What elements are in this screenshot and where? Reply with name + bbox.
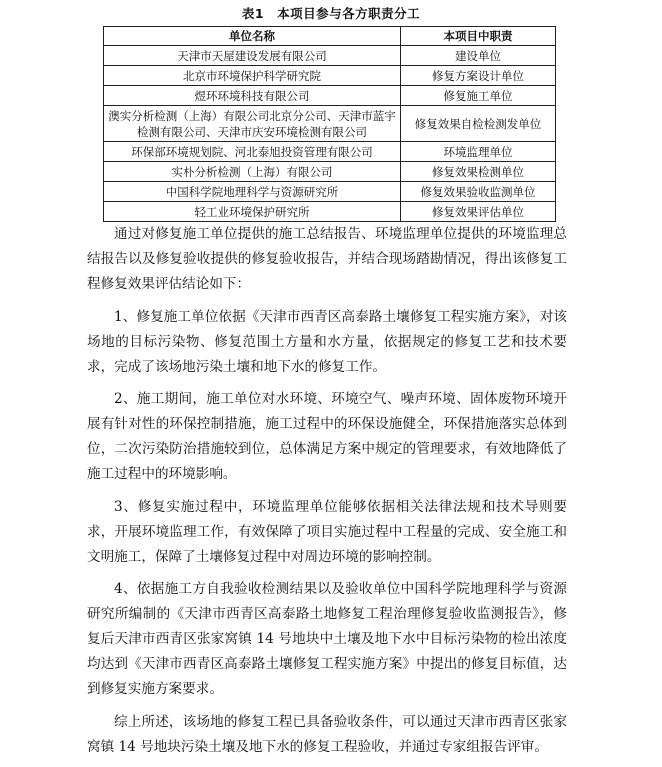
table-row — [104, 46, 556, 66]
header-unit-name: 单位名称 — [104, 27, 401, 46]
unit-cell: 北京市环境保护科学研究院 — [104, 66, 401, 86]
table-row — [104, 66, 556, 86]
unit-cell: 中国科学院地理科学与资源研究所 — [104, 182, 401, 202]
conclusion-item-4: 4、依据施工方自我验收检测结果以及验收单位中国科学院地理科学与资源研究所编制的《天津市西青区高泰路土地修复工程治理修复验收监测报告》，修复后天津市西青区张家窝镇 14 号地块中土壤及地下水中目标污染物的检出浓度均达到《天津市西青区高泰路土壤修复工程实施方案》中提出的修复目标值，达到修复实施方案要求。 — [87, 581, 567, 697]
role-cell: 修复效果自检检测发单位 — [401, 106, 556, 142]
unit-cell: 环保部环境规划院、河北泰旭投资管理有限公司 — [104, 142, 401, 162]
responsibility-table — [103, 26, 556, 222]
conclusion-item-1: 1、修复施工单位依据《天津市西青区高泰路土壤修复工程实施方案》，对该场地的目标污染物、修复范围土方量和水方量，依据规定的修复工艺和技术要求，完成了该场地污染土壤和地下水的修复工作。 — [87, 308, 567, 375]
header-project-role: 本项目中职责 — [401, 27, 556, 46]
table-row — [104, 162, 556, 182]
unit-cell: 天津市天屋建设发展有限公司 — [104, 46, 401, 66]
unit-cell: 澳实分析检测（上海）有限公司北京分公司、天津市蓝宇检测有限公司、天津市庆安环境检测有限公司 — [104, 106, 401, 142]
conclusion-text — [87, 222, 567, 767]
table-row — [104, 202, 556, 222]
conclusion-item-2: 2、施工期间，施工单位对水环境、环境空气、噪声环境、固体废物环境开展有针对性的环保控制措施，施工过程中的环保设施健全，环保措施落实总体到位，二次污染防治措施较到位，总体满足方案中规定的管理要求，有效地降低了施工过程中的环境影响。 — [87, 391, 567, 482]
conclusion-item-3: 3、修复实施过程中，环境监理单位能够依据相关法律法规和技术导则要求，开展环境监理工作，有效保障了项目实施过程中工程量的完成、安全施工和文明施工，保障了土壤修复过程中对周边环境的影响控制。 — [87, 498, 567, 565]
role-cell: 建设单位 — [401, 46, 556, 66]
table-caption: 表1 本项目参与各方职责分工 — [241, 6, 421, 21]
role-cell: 修复方案设计单位 — [401, 66, 556, 86]
role-cell: 环境监理单位 — [401, 142, 556, 162]
unit-cell: 实朴分析检测（上海）有限公司 — [104, 162, 401, 182]
role-cell: 修复效果检测单位 — [401, 162, 556, 182]
role-cell: 修复施工单位 — [401, 86, 556, 106]
unit-cell: 轻工业环境保护研究所 — [104, 202, 401, 222]
intro-paragraph: 通过对修复施工单位提供的施工总结报告、环境监理单位提供的环境监理总结报告以及修复验收提供的修复验收报告，并结合现场踏勘情况，得出该修复工程修复效果评估结论如下： — [87, 226, 567, 292]
table-header-row — [104, 27, 556, 46]
unit-cell: 煜环环境科技有限公司 — [104, 86, 401, 106]
table-row — [104, 106, 556, 142]
summary-paragraph: 综上所述，该场地的修复工程已具备验收条件，可以通过天津市西青区张家窝镇 14 号地块污染土壤及地下水的修复工程验收，并通过专家组报告评审。 — [87, 713, 567, 755]
table-row — [104, 86, 556, 106]
role-cell: 修复效果评估单位 — [401, 202, 556, 222]
role-cell: 修复效果验收监测单位 — [401, 182, 556, 202]
table-row — [104, 182, 556, 202]
table-row — [104, 142, 556, 162]
